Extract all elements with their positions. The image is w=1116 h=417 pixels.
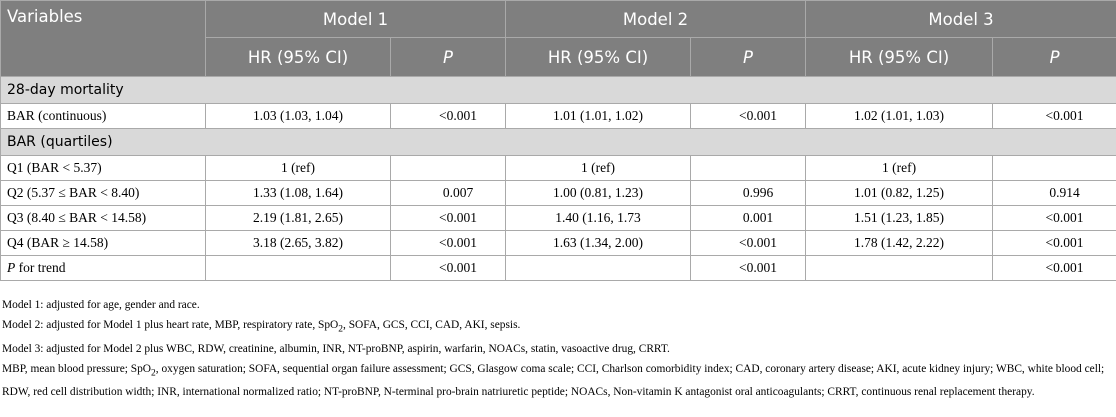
m2-hr-cell: 1.01 (1.01, 1.02) — [506, 104, 691, 129]
m3-hr-cell — [806, 256, 993, 281]
row-label — [1, 256, 206, 281]
row-label: BAR (continuous) — [1, 104, 206, 129]
model-1-p-header: P — [391, 38, 506, 77]
variables-header: Variables — [1, 1, 206, 77]
footnote-model-2-text-b: , SOFA, GCS, CCI, CAD, AKI, sepsis. — [343, 319, 521, 331]
section-label-quartiles: BAR (quartiles) — [1, 129, 1116, 156]
m3-hr-cell: 1.51 (1.23, 1.85) — [806, 206, 993, 231]
m3-p-cell: <0.001 — [993, 206, 1116, 231]
m1-p-cell: <0.001 — [391, 104, 506, 129]
m2-p-cell: <0.001 — [691, 231, 806, 256]
m1-p-cell: <0.001 — [391, 231, 506, 256]
m1-hr-cell: 3.18 (2.65, 3.82) — [206, 231, 391, 256]
model-1-hr-header: HR (95% CI) — [206, 38, 391, 77]
footnote-abbrev-text-a: MBP, mean blood pressure; SpO — [2, 363, 152, 376]
section-row-quartiles — [1, 129, 1116, 156]
m1-p-cell: <0.001 — [391, 206, 506, 231]
m2-hr-cell: 1.63 (1.34, 2.00) — [506, 231, 691, 256]
table-row — [1, 181, 1116, 206]
m1-p-cell: <0.001 — [391, 256, 506, 281]
m3-p-cell: 0.914 — [993, 181, 1116, 206]
footnote-model-2-text-a: Model 2: adjusted for Model 1 plus heart rate, MBP, respiratory rate, SpO — [2, 319, 339, 331]
trend-label-text: for trend — [15, 260, 66, 275]
model-3-p-header: P — [993, 38, 1116, 77]
m3-hr-cell: 1.02 (1.01, 1.03) — [806, 104, 993, 129]
m2-hr-cell — [506, 256, 691, 281]
m3-p-cell: <0.001 — [993, 231, 1116, 256]
model-2-header: Model 2 — [506, 1, 806, 38]
m3-p-cell: <0.001 — [993, 104, 1116, 129]
m2-hr-cell: 1.40 (1.16, 1.73 — [506, 206, 691, 231]
m1-hr-cell: 1.33 (1.08, 1.64) — [206, 181, 391, 206]
table-footnotes — [2, 296, 1114, 401]
m3-hr-cell: 1.78 (1.42, 2.22) — [806, 231, 993, 256]
m1-p-cell: 0.007 — [391, 181, 506, 206]
model-2-hr-header: HR (95% CI) — [506, 38, 691, 77]
model-1-header: Model 1 — [206, 1, 506, 38]
p-italic-label: P — [7, 260, 16, 275]
m1-hr-cell — [206, 256, 391, 281]
m3-hr-cell: 1.01 (0.82, 1.25) — [806, 181, 993, 206]
m1-hr-cell: 2.19 (1.81, 2.65) — [206, 206, 391, 231]
row-label: Q1 (BAR < 5.37) — [1, 156, 206, 181]
header-row-models — [1, 1, 1116, 38]
footnote-model-2 — [2, 316, 1114, 338]
table-row — [1, 104, 1116, 129]
section-label-mortality: 28-day mortality — [1, 77, 1116, 104]
m2-p-cell: <0.001 — [691, 104, 806, 129]
model-2-p-header: P — [691, 38, 806, 77]
model-3-header: Model 3 — [806, 1, 1116, 38]
row-label: Q4 (BAR ≥ 14.58) — [1, 231, 206, 256]
m1-hr-cell: 1.03 (1.03, 1.04) — [206, 104, 391, 129]
footnote-model-3: Model 3: adjusted for Model 2 plus WBC, RDW, creatinine, albumin, INR, NT-proBNP, aspirin, warfarin, NOACs, statin, vasoactive drug, CRRT. — [2, 343, 670, 356]
footnote-model-2-subscript: 2 — [338, 324, 344, 335]
m2-p-cell: 0.001 — [691, 206, 806, 231]
m3-p-cell: <0.001 — [993, 256, 1116, 281]
m2-p-cell: <0.001 — [691, 256, 806, 281]
section-row-mortality — [1, 77, 1116, 104]
footnote-abbrev-text-b: , oxygen saturation; SOFA, sequential organ failure assessment; GCS, Glasgow coma scale; CCI, Charlson comorbidity index; CAD, coronary artery disease; AKI, acute kidney injury; WBC, white blood cell; RDW, red cell distribution width; INR, international normalized ratio; NT-proBNP, N-terminal pro-brain natriuretic peptide; NOACs, Non-vitamin K antagonist oral anticoagulants; CRRT, continuous renal replacement therapy. — [2, 363, 1105, 398]
m2-hr-cell: 1 (ref) — [506, 156, 691, 181]
m1-p-cell — [391, 156, 506, 181]
table-row-trend — [1, 256, 1116, 281]
m3-p-cell — [993, 156, 1116, 181]
row-label: Q3 (8.40 ≤ BAR < 14.58) — [1, 206, 206, 231]
footnote-abbrev-subscript: 2 — [151, 368, 156, 379]
model-3-hr-header: HR (95% CI) — [806, 38, 993, 77]
m2-hr-cell: 1.00 (0.81, 1.23) — [506, 181, 691, 206]
table-row — [1, 206, 1116, 231]
m1-hr-cell: 1 (ref) — [206, 156, 391, 181]
m3-hr-cell: 1 (ref) — [806, 156, 993, 181]
m2-p-cell — [691, 156, 806, 181]
table-row — [1, 156, 1116, 181]
m2-p-cell: 0.996 — [691, 181, 806, 206]
table-row — [1, 231, 1116, 256]
footnote-abbreviations — [2, 360, 1114, 400]
footnote-model-1: Model 1: adjusted for age, gender and race. — [2, 299, 200, 311]
row-label: Q2 (5.37 ≤ BAR < 8.40) — [1, 181, 206, 206]
